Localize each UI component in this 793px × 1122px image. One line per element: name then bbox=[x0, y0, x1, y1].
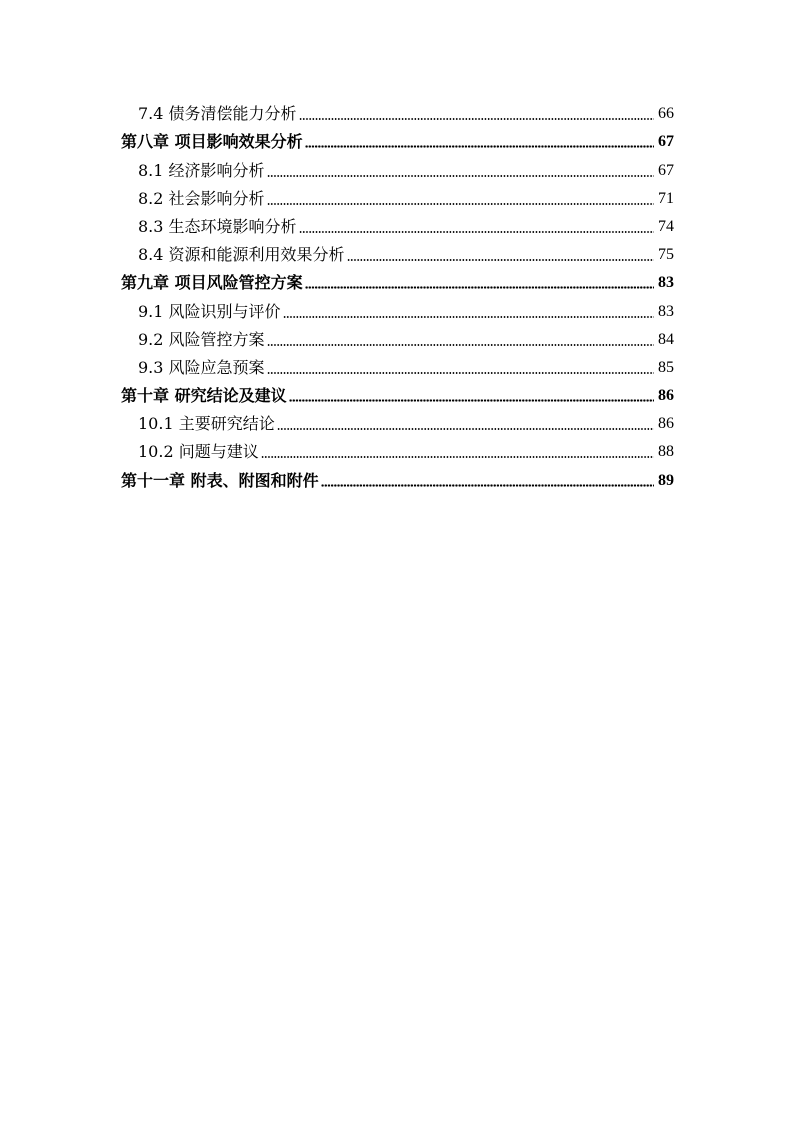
toc-entry-page: 74 bbox=[658, 217, 674, 235]
toc-dot-leader bbox=[283, 316, 654, 318]
toc-dot-leader bbox=[261, 456, 654, 458]
toc-dot-leader bbox=[267, 175, 654, 177]
toc-entry-page: 89 bbox=[658, 471, 674, 489]
toc-entry[interactable] bbox=[121, 353, 674, 381]
toc-dot-leader bbox=[289, 399, 654, 402]
toc-dot-leader bbox=[267, 344, 654, 346]
toc-entry[interactable] bbox=[121, 184, 674, 212]
toc-entry[interactable] bbox=[121, 212, 674, 240]
toc-entry-title: 7.4 债务清偿能力分析 bbox=[138, 104, 297, 124]
toc-entry-title: 9.1 风险识别与评价 bbox=[138, 301, 281, 321]
toc-entry-page: 83 bbox=[658, 302, 674, 320]
toc-chapter-entry[interactable] bbox=[121, 465, 674, 493]
toc-entry[interactable] bbox=[121, 325, 674, 353]
toc-chapter-entry[interactable] bbox=[121, 268, 674, 296]
toc-entry-title: 第十章 研究结论及建议 bbox=[121, 386, 287, 406]
toc-entry-page: 66 bbox=[658, 105, 674, 123]
toc-entry-title: 9.2 风险管控方案 bbox=[138, 329, 265, 349]
toc-entry-page: 71 bbox=[658, 189, 674, 207]
toc-entry-title: 9.3 风险应急预案 bbox=[138, 357, 265, 377]
toc-chapter-entry[interactable] bbox=[121, 381, 674, 409]
toc-entry-page: 84 bbox=[658, 330, 674, 348]
toc-dot-leader bbox=[305, 145, 654, 148]
toc-entry-title: 8.3 生态环境影响分析 bbox=[138, 216, 297, 236]
toc-dot-leader bbox=[267, 203, 654, 205]
toc-entry-page: 88 bbox=[658, 443, 674, 461]
toc-dot-leader bbox=[347, 259, 654, 261]
toc-dot-leader bbox=[299, 118, 654, 120]
toc-entry-title: 第八章 项目影响效果分析 bbox=[121, 132, 303, 152]
toc-entry-page: 85 bbox=[658, 358, 674, 376]
toc-dot-leader bbox=[305, 286, 654, 289]
toc-dot-leader bbox=[267, 372, 654, 374]
toc-entry-page: 67 bbox=[658, 161, 674, 179]
toc-chapter-entry[interactable] bbox=[121, 127, 674, 155]
toc-entry-title: 第九章 项目风险管控方案 bbox=[121, 273, 303, 293]
toc-entry[interactable] bbox=[121, 409, 674, 437]
toc-entry-title: 10.2 问题与建议 bbox=[138, 442, 259, 462]
toc-entry-page: 86 bbox=[658, 387, 674, 405]
toc-entry[interactable] bbox=[121, 155, 674, 183]
toc-entry[interactable] bbox=[121, 240, 674, 268]
toc-entry-title: 8.4 资源和能源利用效果分析 bbox=[138, 245, 345, 265]
toc-dot-leader bbox=[321, 484, 654, 487]
toc-entry-title: 10.1 主要研究结论 bbox=[138, 414, 275, 434]
toc-entry-title: 8.1 经济影响分析 bbox=[138, 160, 265, 180]
toc-entry[interactable] bbox=[121, 99, 674, 127]
toc-entry[interactable] bbox=[121, 437, 674, 465]
toc-entry-page: 67 bbox=[658, 133, 674, 151]
toc-entry-title: 第十一章 附表、附图和附件 bbox=[121, 470, 319, 490]
toc-entry-page: 75 bbox=[658, 246, 674, 264]
toc-dot-leader bbox=[299, 231, 654, 233]
toc-dot-leader bbox=[277, 428, 654, 430]
toc-entry-title: 8.2 社会影响分析 bbox=[138, 188, 265, 208]
toc-entry[interactable] bbox=[121, 296, 674, 324]
toc-entry-page: 86 bbox=[658, 415, 674, 433]
table-of-contents bbox=[121, 99, 674, 494]
toc-entry-page: 83 bbox=[658, 274, 674, 292]
